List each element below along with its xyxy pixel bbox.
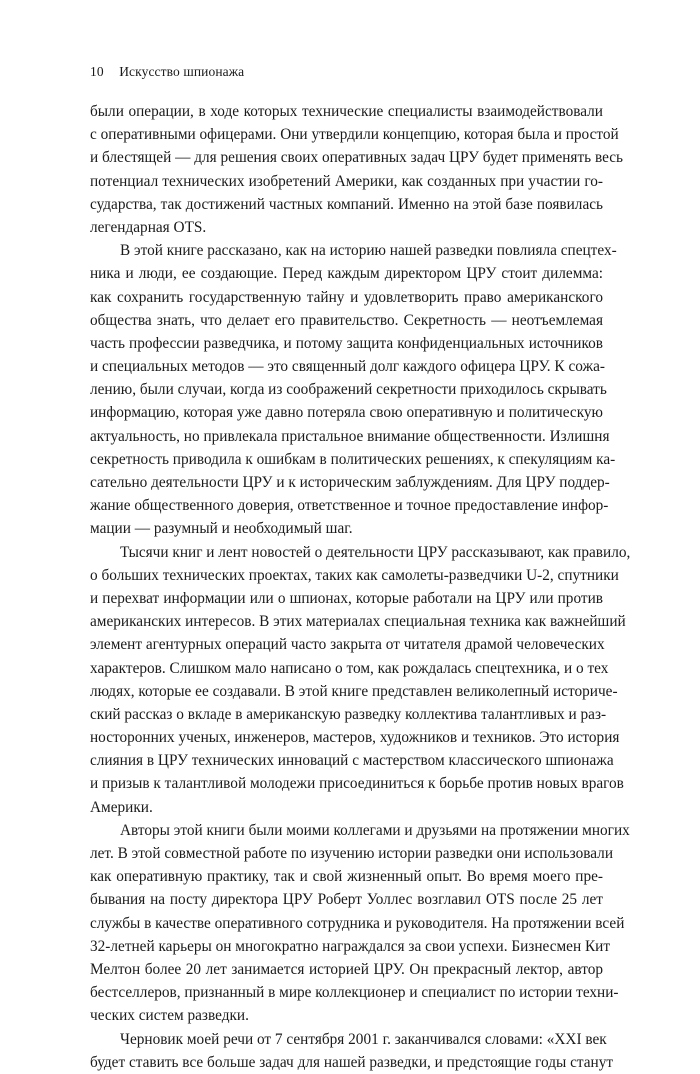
text-line: общества знать, что делает его правительство. Секретность — неотъемлемая: [90, 311, 603, 329]
text-line: слияния в ЦРУ технических инноваций с мастерством классического шпионажа: [90, 752, 614, 770]
text-line: легендарная OTS.: [90, 218, 207, 236]
text-line: характеров. Слишком мало написано о том, как рождалась спецтехника, и о тех: [90, 659, 609, 677]
text-line: мации — разумный и необходимый шаг.: [90, 520, 353, 538]
text-line: будет ставить все больше задач для нашей разведки, и предстоящие годы станут: [90, 1053, 614, 1071]
running-title: Искусство шпионажа: [119, 64, 245, 79]
text-line: Америки.: [90, 798, 153, 816]
text-line: ский рассказ о вкладе в американскую разведку коллектива талантливых и раз-: [90, 705, 607, 723]
text-line: сударства, так достижений частных компаний. Именно на этой базе появилась: [90, 195, 603, 213]
text-line: американских интересов. В этих материалах специальная техника как важнейший: [90, 613, 626, 631]
text-line: как сохранить государственную тайну и удовлетворить право американского: [90, 288, 603, 306]
text-line: службы в качестве оперативного сотрудника и руководителя. На протяжении всей: [90, 914, 625, 932]
text-line: часть профессии разведчика, и потому защита конфиденциальных источников: [90, 334, 603, 352]
text-line: Мелтон более 20 лет занимается историей ЦРУ. Он прекрасный лектор, автор: [90, 960, 603, 978]
text-line: лению, были случаи, когда из соображений секретности приходилось скрывать: [90, 381, 607, 399]
text-line: Черновик моей речи от 7 сентября 2001 г. заканчивался словами: «XXI век: [120, 1030, 607, 1048]
running-head: [90, 64, 244, 80]
body-text: [90, 100, 631, 1074]
text-line: В этой книге рассказано, как на историю нашей разведки повлияла спецтех-: [120, 242, 617, 260]
text-line: ческих систем разведки.: [90, 1007, 249, 1025]
text-line: потенциал технических изобретений Америки, как созданных при участии го-: [90, 172, 603, 190]
text-line: элемент агентурных операций часто закрыта от читателя драмой человеческих: [90, 636, 605, 654]
text-line: секретность приводила к ошибкам в политических решениях, к спекуляциям ка-: [90, 450, 616, 468]
text-line: и призыв к талантливой молодежи присоединиться к борьбе против новых врагов: [90, 775, 624, 793]
text-line: бывания на посту директора ЦРУ Роберт Уоллес возглавил OTS после 25 лет: [90, 891, 603, 909]
text-line: лет. В этой совместной работе по изучению истории разведки они использовали: [90, 845, 614, 862]
text-line: и специальных методов — это священный долг каждого офицера ЦРУ. К сожа-: [90, 358, 605, 376]
text-line: носторонних ученых, инженеров, мастеров, художников и техников. Это история: [90, 729, 620, 747]
text-line: сательно деятельности ЦРУ и к историческим заблуждениям. Для ЦРУ поддер-: [90, 474, 610, 491]
text-line: 32-летней карьеры он многократно награждался за свои успехи. Бизнесмен Кит: [90, 937, 611, 955]
text-line: информацию, которая уже давно потеряла свою оперативную и политическую: [90, 404, 603, 422]
text-line: как оперативную практику, так и свой жизненный опыт. Во время моего пре-: [90, 868, 603, 886]
text-line: Тысячи книг и лент новостей о деятельности ЦРУ рассказывают, как правило,: [120, 543, 631, 561]
text-line: людях, которые ее создавали. В этой книге представлен великолепный историче-: [90, 682, 618, 700]
text-line: актуальность, но привлекала пристальное внимание общественности. Излишня: [90, 427, 610, 445]
text-line: с оперативными офицерами. Они утвердили концепцию, которая была и простой: [90, 126, 619, 144]
text-line: и блестящей — для решения своих оперативных задач ЦРУ будет применять весь: [90, 149, 624, 167]
text-line: были операции, в ходе которых технические специалисты взаимодействовали: [90, 103, 603, 120]
text-line: о больших технических проектах, таких как самолеты-разведчики U-2, спутники: [90, 566, 619, 584]
text-line: Авторы этой книги были моими коллегами и друзьями на протяжении многих: [120, 821, 630, 839]
text-line: бестселлеров, признанный в мире коллекционер и специалист по истории техни-: [90, 984, 619, 1002]
text-line: и перехват информации или о шпионах, которые работали на ЦРУ или против: [90, 589, 603, 607]
text-line: жание общественного доверия, ответственное и точное предоставление инфор-: [90, 497, 609, 515]
text-line: ника и люди, ее создающие. Перед каждым директором ЦРУ стоит дилемма:: [90, 265, 603, 283]
page-number: 10: [90, 64, 104, 79]
